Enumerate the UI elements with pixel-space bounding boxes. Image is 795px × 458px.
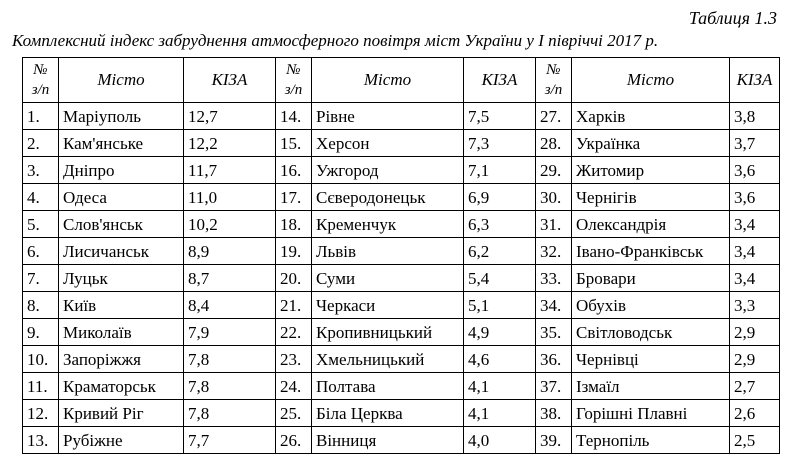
row-number: 27. [536,103,572,130]
kiza-value: 7,8 [184,400,276,427]
row-number: 26. [276,427,312,454]
column-header-city: Місто [312,58,464,103]
city-name: Житомир [572,157,730,184]
row-number: 31. [536,211,572,238]
kiza-value: 10,2 [184,211,276,238]
kiza-value: 12,2 [184,130,276,157]
row-number: 14. [276,103,312,130]
kiza-value: 4,1 [464,400,536,427]
kiza-value: 4,1 [464,373,536,400]
num-header-symbol: № [33,62,48,78]
row-number: 4. [23,184,59,211]
kiza-value: 7,9 [184,319,276,346]
row-number: 28. [536,130,572,157]
city-name: Ужгород [312,157,464,184]
row-number: 7. [23,265,59,292]
city-name: Вінниця [312,427,464,454]
row-number: 6. [23,238,59,265]
city-name: Рівне [312,103,464,130]
column-header-city: Місто [572,58,730,103]
kiza-value: 6,2 [464,238,536,265]
kiza-value: 3,6 [730,157,780,184]
row-number: 24. [276,373,312,400]
kiza-value: 12,7 [184,103,276,130]
city-name: Слов'янськ [59,211,184,238]
city-name: Краматорськ [59,373,184,400]
table-row [23,319,780,346]
table-row [23,157,780,184]
kiza-value: 3,4 [730,211,780,238]
city-name: Львів [312,238,464,265]
kiza-value: 5,1 [464,292,536,319]
city-name: Чернігів [572,184,730,211]
city-name: Сєверодонецьк [312,184,464,211]
city-name: Обухів [572,292,730,319]
city-name: Полтава [312,373,464,400]
table-row [23,292,780,319]
city-name: Дніпро [59,157,184,184]
kiza-value: 8,9 [184,238,276,265]
row-number: 32. [536,238,572,265]
row-number: 15. [276,130,312,157]
kiza-value: 7,7 [184,427,276,454]
kiza-value: 3,4 [730,265,780,292]
column-header-city: Місто [59,58,184,103]
city-name: Миколаїв [59,319,184,346]
table-body [23,103,780,454]
city-name: Ізмаїл [572,373,730,400]
table-row [23,211,780,238]
table-row [23,373,780,400]
kiza-value: 2,9 [730,346,780,373]
city-name: Кременчук [312,211,464,238]
column-header-kiza: КІЗА [464,58,536,103]
num-header-abbr: з/п [284,82,303,98]
row-number: 11. [23,373,59,400]
kiza-value: 2,6 [730,400,780,427]
kiza-value: 3,4 [730,238,780,265]
city-name: Суми [312,265,464,292]
column-header-kiza: КІЗА [184,58,276,103]
row-number: 33. [536,265,572,292]
kiza-value: 5,4 [464,265,536,292]
city-name: Олександрія [572,211,730,238]
table-row [23,130,780,157]
row-number: 38. [536,400,572,427]
column-header-num [23,58,59,103]
city-name: Кропивницький [312,319,464,346]
row-number: 17. [276,184,312,211]
row-number: 9. [23,319,59,346]
city-name: Луцьк [59,265,184,292]
kiza-value: 7,8 [184,346,276,373]
kiza-value: 3,3 [730,292,780,319]
city-name: Тернопіль [572,427,730,454]
row-number: 16. [276,157,312,184]
row-number: 36. [536,346,572,373]
city-name: Лисичанськ [59,238,184,265]
kiza-value: 7,1 [464,157,536,184]
row-number: 8. [23,292,59,319]
kiza-value: 2,5 [730,427,780,454]
row-number: 29. [536,157,572,184]
city-name: Маріуполь [59,103,184,130]
pollution-index-table [22,57,780,454]
table-row [23,265,780,292]
row-number: 30. [536,184,572,211]
kiza-value: 6,3 [464,211,536,238]
row-number: 21. [276,292,312,319]
kiza-value: 2,7 [730,373,780,400]
kiza-value: 6,9 [464,184,536,211]
row-number: 37. [536,373,572,400]
city-name: Рубіжне [59,427,184,454]
city-name: Харків [572,103,730,130]
table-row [23,184,780,211]
kiza-value: 8,7 [184,265,276,292]
table-title: Комплексний індекс забруднення атмосферного повітря міст України у І півріччі 2017 р. [12,31,659,50]
city-name: Горішні Плавні [572,400,730,427]
city-name: Світловодськ [572,319,730,346]
row-number: 2. [23,130,59,157]
city-name: Запоріжжя [59,346,184,373]
city-name: Хмельницький [312,346,464,373]
table-row [23,103,780,130]
city-name: Українка [572,130,730,157]
city-name: Кривий Ріг [59,400,184,427]
row-number: 22. [276,319,312,346]
kiza-value: 3,8 [730,103,780,130]
column-header-num [276,58,312,103]
city-name: Київ [59,292,184,319]
row-number: 19. [276,238,312,265]
row-number: 20. [276,265,312,292]
row-number: 12. [23,400,59,427]
city-name: Херсон [312,130,464,157]
table-row [23,238,780,265]
kiza-value: 2,9 [730,319,780,346]
row-number: 35. [536,319,572,346]
kiza-value: 3,7 [730,130,780,157]
row-number: 18. [276,211,312,238]
column-header-num [536,58,572,103]
city-name: Черкаси [312,292,464,319]
kiza-value: 11,7 [184,157,276,184]
row-number: 1. [23,103,59,130]
num-header-abbr: з/п [31,82,50,98]
kiza-value: 4,6 [464,346,536,373]
kiza-value: 11,0 [184,184,276,211]
row-number: 5. [23,211,59,238]
row-number: 34. [536,292,572,319]
kiza-value: 4,0 [464,427,536,454]
kiza-value: 7,3 [464,130,536,157]
kiza-value: 7,5 [464,103,536,130]
city-name: Чернівці [572,346,730,373]
row-number: 23. [276,346,312,373]
row-number: 13. [23,427,59,454]
city-name: Біла Церква [312,400,464,427]
kiza-value: 8,4 [184,292,276,319]
table-row [23,346,780,373]
kiza-value: 4,9 [464,319,536,346]
kiza-value: 3,6 [730,184,780,211]
city-name: Бровари [572,265,730,292]
row-number: 10. [23,346,59,373]
table-header-row [23,58,780,103]
table-label: Таблиця 1.3 [688,8,777,28]
row-number: 25. [276,400,312,427]
num-header-symbol: № [546,62,561,78]
row-number: 3. [23,157,59,184]
column-header-kiza: КІЗА [730,58,780,103]
num-header-abbr: з/п [544,82,563,98]
row-number: 39. [536,427,572,454]
table-row [23,400,780,427]
city-name: Кам'янське [59,130,184,157]
table-row [23,427,780,454]
kiza-value: 7,8 [184,373,276,400]
city-name: Івано-Франківськ [572,238,730,265]
city-name: Одеса [59,184,184,211]
num-header-symbol: № [286,62,301,78]
